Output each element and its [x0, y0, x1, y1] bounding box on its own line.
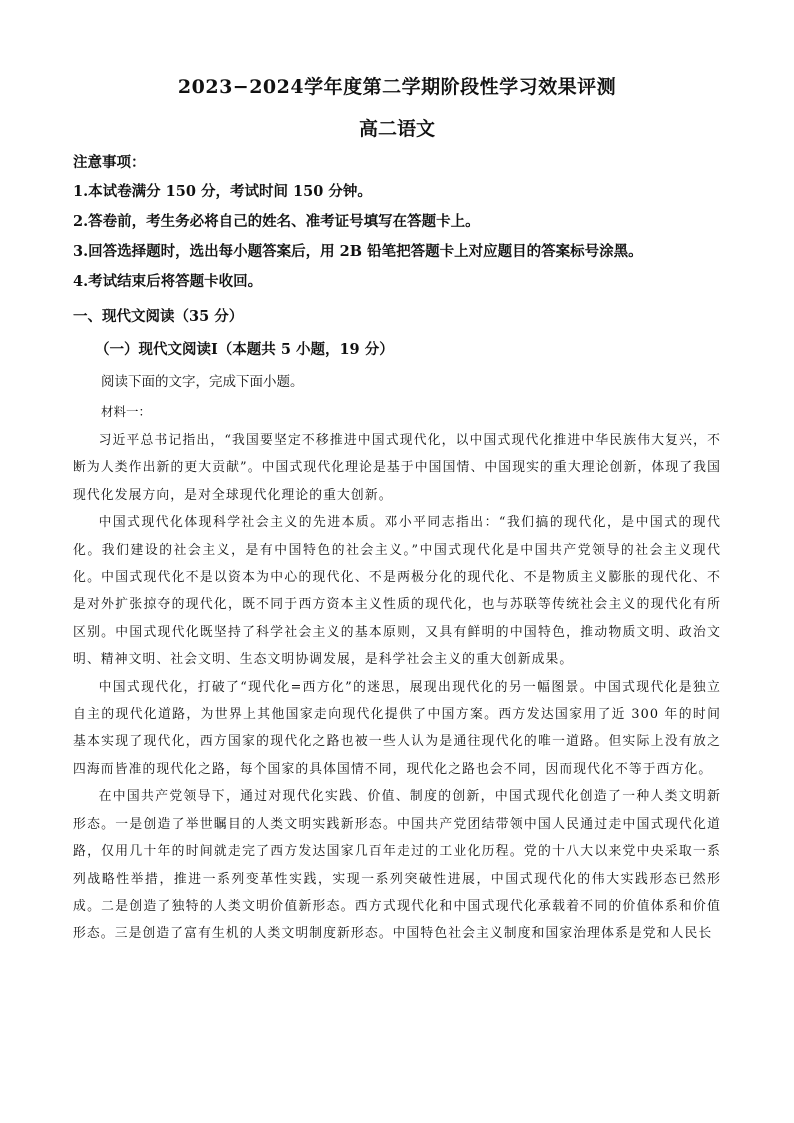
section-heading: 一、现代文阅读（35 分） [73, 308, 244, 325]
passage-paragraph: 中国式现代化，打破了“现代化=西方化”的迷思，展现出现代化的另一幅图景。中国式现代化是独立自主的现代化道路，为世界上其他国家走向现代化提供了中国方案。西方发达国家用了近 300 年的时间基本实现了现代化，西方国家的现代化之路也被一些人认为是通往现代化的唯一道路。但实际上没有放之四海而皆准的现代化之路，每个国家的具体国情不同，现代化之路也会不同，因而现代化不等于西方化。 [73, 679, 721, 777]
passage-paragraph: 习近平总书记指出，“我国要坚定不移推进中国式现代化，以中国式现代化推进中华民族伟大复兴，不断为人类作出新的更大贡献”。中国式现代化理论是基于中国国情、中国现实的重大理论创新，体现了我国现代化发展方向，是对全球现代化理论的重大创新。 [73, 433, 721, 503]
reading-instruction: 阅读下面的文字，完成下面小题。 [101, 374, 304, 390]
notice-item: 2.答卷前，考生务必将自己的姓名、准考证号填写在答题卡上。 [73, 213, 480, 230]
notice-item: 1.本试卷满分 150 分，考试时间 150 分钟。 [73, 183, 372, 200]
passage-paragraph: 中国式现代化体现科学社会主义的先进本质。邓小平同志指出：“我们搞的现代化，是中国式的现代化。我们建设的社会主义，是有中国特色的社会主义。”中国式现代化是中国共产党领导的社会主义现代化。中国式现代化不是以资本为中心的现代化、不是两极分化的现代化、不是物质主义膨胀的现代化、不是对外扩张掠夺的现代化，既不同于西方资本主义性质的现代化，也与苏联等传统社会主义的现代化有所区别。中国式现代化既坚持了科学社会主义的基本原则，又具有鲜明的中国特色，推动物质文明、政治文明、精神文明、社会文明、生态文明协调发展，是科学社会主义的重大创新成果。 [73, 515, 721, 668]
exam-title: 2023−2024学年度第二学期阶段性学习效果评测 [177, 76, 617, 98]
material-label: 材料一： [101, 404, 152, 419]
sub-section-heading: （一）现代文阅读Ⅰ（本题共 5 小题，19 分） [95, 341, 394, 358]
exam-subject: 高二语文 [358, 118, 435, 140]
notice-list [73, 181, 643, 301]
notice-item: 3.回答选择题时，选出每小题答案后，用 2B 铅笔把答题卡上对应题目的答案标号涂黑。 [73, 243, 643, 260]
reading-passage [73, 427, 721, 948]
passage-paragraph: 在中国共产党领导下，通过对现代化实践、价值、制度的创新，中国式现代化创造了一种人类文明新形态。一是创造了举世瞩目的人类文明实践新形态。中国共产党团结带领中国人民通过走中国式现代化道路，仅用几十年的时间就走完了西方发达国家几百年走过的工业化历程。党的十八大以来党中央采取一系列战略性举措，推进一系列变革性实践，实现一系列突破性进展，中国式现代化的伟大实践形态已然形成。二是创造了独特的人类文明价值新形态。西方式现代化和中国式现代化承载着不同的价值体系和价值形态。三是创造了富有生机的人类文明制度新形态。中国特色社会主义制度和国家治理体系是党和人民长 [73, 789, 721, 942]
notice-item: 4.考试结束后将答题卡收回。 [73, 273, 263, 290]
notice-heading: 注意事项： [73, 154, 146, 171]
